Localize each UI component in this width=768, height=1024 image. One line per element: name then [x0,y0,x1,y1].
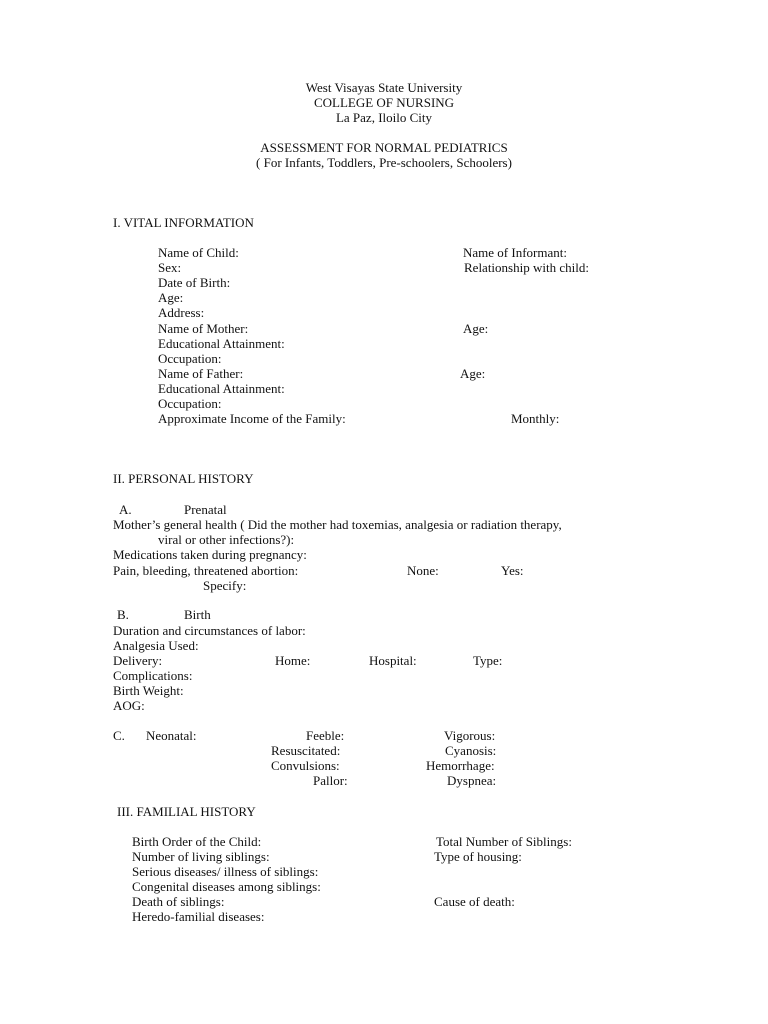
field-specify: Specify: [203,578,247,593]
field-living-siblings: Number of living siblings: [132,849,270,864]
section-b-label: Birth [184,607,211,622]
field-father-name: Name of Father: [158,366,244,381]
field-death-of-siblings: Death of siblings: [132,894,225,909]
field-none: None: [407,563,439,578]
field-analgesia: Analgesia Used: [113,638,199,653]
field-family-income: Approximate Income of the Family: [158,411,346,426]
field-convulsions: Convulsions: [271,758,340,773]
document-title: ASSESSMENT FOR NORMAL PEDIATRICS [260,140,508,155]
field-total-siblings: Total Number of Siblings: [436,834,572,849]
field-sex: Sex: [158,260,182,275]
field-birth-order: Birth Order of the Child: [132,834,262,849]
field-date-of-birth: Date of Birth: [158,275,231,290]
field-heredo-familial: Heredo-familial diseases: [132,909,265,924]
field-mother-occupation: Occupation: [158,351,222,366]
field-mother-age: Age: [463,321,489,336]
field-type: Type: [473,653,503,668]
field-age: Age: [158,290,184,305]
field-vigorous: Vigorous: [444,728,496,743]
field-housing: Type of housing: [434,849,522,864]
field-mother-education: Educational Attainment: [158,336,285,351]
field-medications: Medications taken during pregnancy: [113,547,307,562]
section-c-label: Neonatal: [146,728,197,743]
field-dyspnea: Dyspnea: [447,773,497,788]
section-c-letter: C. [113,728,125,743]
field-serious-diseases: Serious diseases/ illness of siblings: [132,864,319,879]
familial-heading: III. FAMILIAL HISTORY [117,804,256,819]
field-mother-name: Name of Mother: [158,321,249,336]
field-mother-health-cont: viral or other infections?): [158,532,295,547]
field-home: Home: [275,653,311,668]
personal-heading: II. PERSONAL HISTORY [113,471,254,486]
document-subtitle: ( For Infants, Toddlers, Pre-schoolers, Schoolers) [256,155,512,170]
field-father-age: Age: [460,366,486,381]
section-a-label: Prenatal [184,502,227,517]
field-yes: Yes: [501,563,524,578]
field-name-of-informant: Name of Informant: [463,245,567,260]
field-hemorrhage: Hemorrhage: [426,758,495,773]
field-resuscitated: Resuscitated: [271,743,341,758]
field-father-occupation: Occupation: [158,396,222,411]
field-delivery: Delivery: [113,653,163,668]
field-birth-weight: Birth Weight: [113,683,184,698]
field-complications: Complications: [113,668,193,683]
college-name: COLLEGE OF NURSING [313,95,455,110]
field-pallor: Pallor: [313,773,348,788]
field-labor: Duration and circumstances of labor: [113,623,306,638]
field-father-education: Educational Attainment: [158,381,285,396]
university-name: West Visayas State University [305,80,463,95]
field-name-of-child: Name of Child: [158,245,239,260]
field-feeble: Feeble: [306,728,345,743]
location: La Paz, Iloilo City [335,110,433,125]
field-cause-of-death: Cause of death: [434,894,515,909]
field-mother-health: Mother’s general health ( Did the mother had toxemias, analgesia or radiation therapy, [113,517,562,532]
field-address: Address: [158,305,205,320]
field-aog: AOG: [113,698,145,713]
section-a-letter: A. [119,502,132,517]
section-b-letter: B. [117,607,129,622]
vital-heading: I. VITAL INFORMATION [113,215,254,230]
field-congenital-diseases: Congenital diseases among siblings: [132,879,321,894]
field-relationship: Relationship with child: [464,260,589,275]
field-hospital: Hospital: [369,653,417,668]
field-cyanosis: Cyanosis: [445,743,497,758]
field-pain-bleeding: Pain, bleeding, threatened abortion: [113,563,299,578]
field-monthly: Monthly: [511,411,560,426]
